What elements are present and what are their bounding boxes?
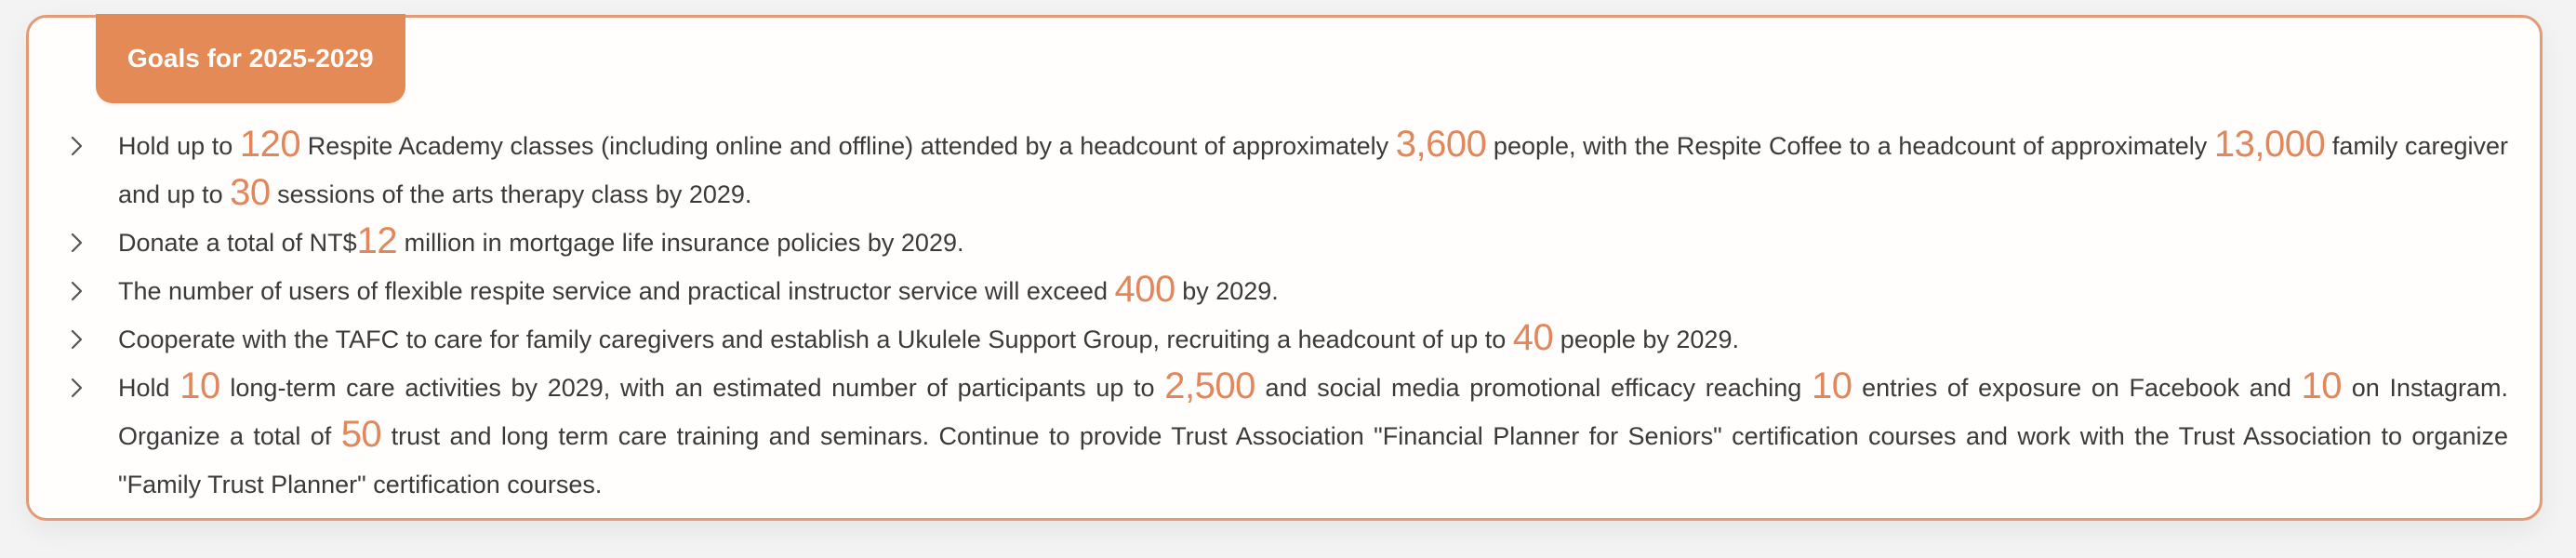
goal-item [64, 122, 2508, 219]
goal-text: people, with the Respite Coffee to a headcount of approximately [1486, 132, 2214, 160]
goal-highlight-number: 12 [356, 220, 398, 261]
goal-text: Hold up to [118, 132, 240, 160]
goal-text: Respite Academy classes (including online and offline) attended by a headcount of approximately [300, 132, 1396, 160]
goal-item [64, 267, 2508, 315]
goal-text: entries of exposure on Facebook and [1852, 374, 2302, 402]
chevron-right-icon [64, 267, 90, 315]
goals-list [64, 122, 2508, 509]
goals-tab-header: Goals for 2025-2029 [96, 14, 405, 103]
goal-highlight-number: 2,500 [1164, 365, 1255, 406]
goal-highlight-number: 3,600 [1395, 124, 1487, 165]
goal-item [64, 364, 2508, 509]
goal-text: million in mortgage life insurance policies by 2029. [397, 229, 964, 257]
goal-item [64, 315, 2508, 364]
goal-highlight-number: 120 [239, 124, 301, 165]
goal-text: sessions of the arts therapy class by 2029. [270, 180, 752, 208]
goal-text: The number of users of flexible respite service and practical instructor service will exceed [118, 277, 1115, 305]
goal-highlight-number: 10 [179, 365, 220, 406]
goals-card [26, 15, 2543, 521]
goal-text: Donate a total of NT$ [118, 229, 357, 257]
goal-highlight-number: 10 [2301, 365, 2343, 406]
goal-highlight-number: 50 [340, 414, 382, 455]
goal-text: people by 2029. [1553, 326, 1739, 353]
chevron-right-icon [64, 219, 90, 267]
goal-highlight-number: 400 [1114, 269, 1175, 310]
goal-text: Hold [118, 374, 180, 402]
goal-text: and social media promotional efficacy reaching [1255, 374, 1812, 402]
goal-text: family caregiver and up to [118, 132, 2508, 208]
chevron-right-icon [64, 364, 90, 412]
goal-item [64, 219, 2508, 267]
goal-text: Cooperate with the TAFC to care for family caregivers and establish a Ukulele Support Group, recruiting a headcount of up to [118, 326, 1513, 353]
goal-highlight-number: 10 [1811, 365, 1852, 406]
goal-text: by 2029. [1175, 277, 1279, 305]
goal-highlight-number: 40 [1512, 317, 1554, 358]
chevron-right-icon [64, 315, 90, 364]
goal-highlight-number: 13,000 [2213, 124, 2326, 165]
goal-highlight-number: 30 [230, 172, 271, 213]
goal-text: trust and long term care training and seminars. Continue to provide Trust Association "Financial Planner for Seniors" certification courses and work with the Trust Association to organize "Family Trust Planner" certification courses. [118, 422, 2508, 498]
chevron-right-icon [64, 122, 90, 170]
goal-text: long-term care activities by 2029, with an estimated number of participants up to [219, 374, 1165, 402]
goal-text: on Instagram. Organize a total of [118, 374, 2508, 450]
